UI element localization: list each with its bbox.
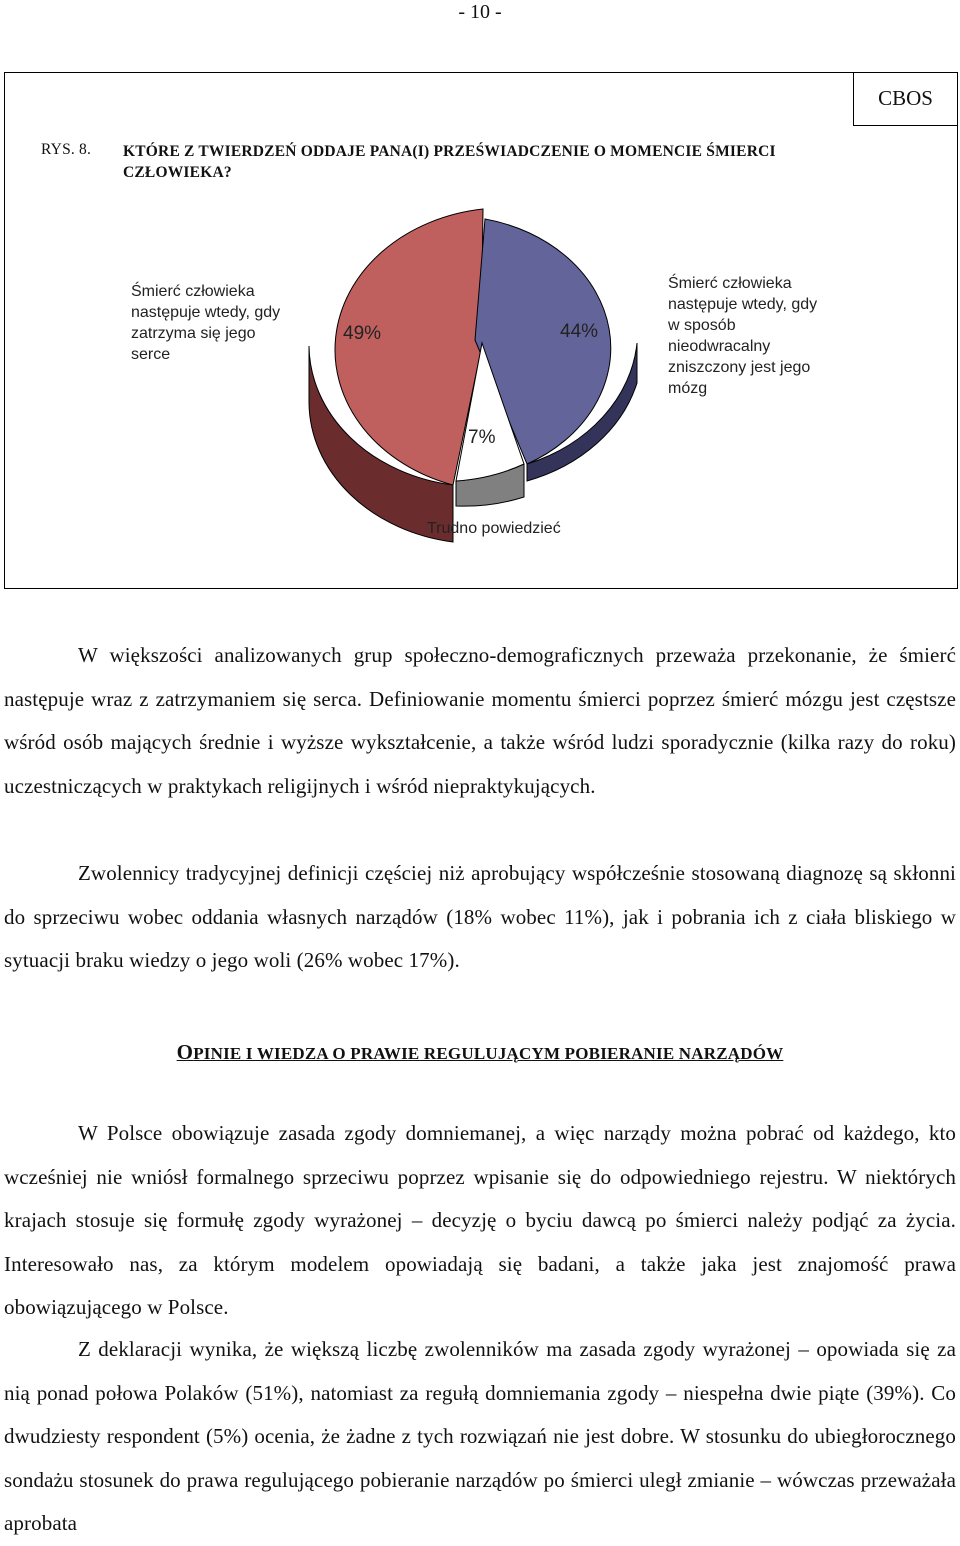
section-heading-initial: O	[176, 1040, 194, 1064]
paragraph-3: W Polsce obowiązuje zasada zgody domniemanej, a więc narządy można pobrać od każdego, kto wcześniej nie wniósł formalnego sprzeciwu poprzez wpisanie się do odpowiedniego rejestru. W niektórych krajach stosuje się formułę zgody wyrażonej – decyzję o byciu dawcą po śmierci należy podjąć za życia. Interesowało nas, za którym modelem opowiadają się badani, a także jaka jest znajomość prawa obowiązującego w Polsce.	[4, 1121, 956, 1319]
slice-label-undecided: Trudno powiedzieć	[427, 520, 561, 537]
section-heading-rest: PINIE I WIEDZA O PRAWIE REGULUJĄCYM POBIERANIE NARZĄDÓW	[193, 1044, 784, 1063]
paragraph-2: Zwolennicy tradycyjnej definicji częściej niż aprobujący współcześnie stosowaną diagnozę są skłonni do sprzeciwu wobec oddania własnych narządów (18% wobec 11%), jak i pobrania ich z ciała bliskiego w sytuacji braku wiedzy o jego woli (26% wobec 17%).	[4, 861, 956, 972]
figure-title: KTÓRE Z TWIERDZEŃ ODDAJE PANA(I) PRZEŚWIADCZENIE O MOMENCIE ŚMIERCI CZŁOWIEKA?	[123, 143, 776, 181]
slice-label-brain: Śmierć człowieka następuje wtedy, gdy w sposób nieodwracalny zniszczony jest jego mózg	[668, 275, 818, 397]
page-number: - 10 -	[458, 1, 502, 23]
paragraph-1: W większości analizowanych grup społeczno-demograficznych przeważa przekonanie, że śmierć następuje wraz z zatrzymaniem się serca. Definiowanie momentu śmierci poprzez śmierć mózgu jest częstsze wśród osób mających średnie i wyższe wykształcenie, a także wśród ludzi sporadycznie (kilka razy do roku) uczestniczących w praktykach religijnych i wśród niepraktykujących.	[4, 643, 956, 798]
slice-value-heart: 49%	[343, 323, 382, 344]
figure-frame	[4, 72, 958, 589]
slice-value-undecided: 7%	[468, 427, 496, 448]
section-heading	[0, 1040, 960, 1065]
cbos-badge: CBOS	[853, 72, 958, 126]
paragraph-4: Z deklaracji wynika, że większą liczbę zwolenników ma zasada zgody wyrażonej – opowiada się za nią ponad połowa Polaków (51%), natomiast za regułą domniemania zgody – niespełna dwie piąte (39%). Co dwudziesty respondent (5%) ocenia, że żadne z tych rozwiązań nie jest dobre. W stosunku do ubiegłorocznego sondażu stosunek do prawa regulującego pobieranie narządów po śmierci uległ zmianie – wówczas przeważała aprobata	[4, 1337, 956, 1535]
slice-value-brain: 44%	[560, 321, 599, 342]
figure-label: RYS. 8.	[41, 141, 92, 158]
slice-label-heart: Śmierć człowieka następuje wtedy, gdy zatrzyma się jego serce	[131, 283, 281, 363]
